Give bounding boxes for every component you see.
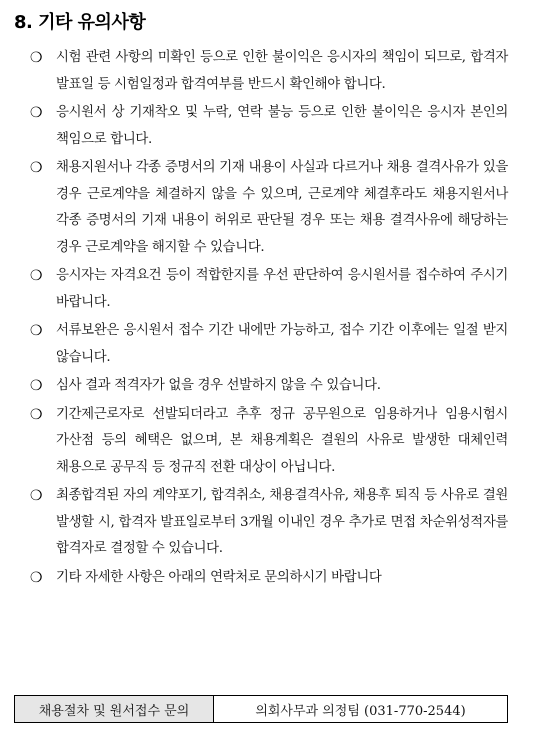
circle-bullet-icon: ❍: [30, 268, 43, 284]
notice-text: 기타 자세한 사항은 아래의 연락처로 문의하시기 바랍니다: [56, 569, 382, 585]
notice-item: [30, 45, 508, 98]
circle-bullet-icon: ❍: [30, 50, 43, 66]
notice-list: [30, 45, 508, 593]
circle-bullet-icon: ❍: [30, 160, 43, 176]
notice-text: 응시자는 자격요건 등이 적합한지를 우선 판단하여 응시원서를 접수하여 주시기 바랍니다.: [56, 268, 508, 310]
contact-value: 의회사무과 의정팀 (031-770-2544): [214, 696, 508, 723]
notice-text: 채용지원서나 각종 증명서의 기재 내용이 사실과 다르거나 채용 결격사유가 있을 경우 근로계약을 체결하지 않을 수 있으며, 근로계약 체결후라도 채용지원서나 각종 증명서의 기재 내용이 허위로 판단될 경우 또는 채용 결격사유에 해당하는 경우 근로계약을 해지할 수 있습니다.: [56, 160, 508, 255]
notice-text: 응시원서 상 기재착오 및 누락, 연락 불능 등으로 인한 불이익은 응시자 본인의 책임으로 합니다.: [56, 105, 508, 147]
notice-item: [30, 402, 508, 482]
notice-item: [30, 155, 508, 261]
notice-item: [30, 318, 508, 371]
notice-item: [30, 565, 508, 592]
notice-item: [30, 100, 508, 153]
notice-text: 기간제근로자로 선발되더라고 추후 정규 공무원으로 임용하거나 임용시험시 가산점 등의 혜택은 없으며, 본 채용계획은 결원의 사유로 발생한 대체인력 채용으로 공무직 등 정규직 전환 대상이 아닙니다.: [56, 406, 508, 475]
notice-text: 최종합격된 자의 계약포기, 합격취소, 채용결격사유, 채용후 퇴직 등 사유로 결원 발생할 시, 합격자 발표일로부터 3개월 이내인 경우 추가로 면접 차순위성적자를 합격자로 결정할 수 있습니다.: [56, 488, 508, 556]
notice-item: [30, 483, 508, 563]
notice-item: [30, 263, 508, 316]
contact-row: [15, 696, 508, 723]
circle-bullet-icon: ❍: [30, 488, 43, 504]
notice-text: 시험 관련 사항의 미확인 등으로 인한 불이익은 응시자의 책임이 되므로, 합격자 발표일 등 시험일정과 합격여부를 반드시 확인해야 합니다.: [56, 50, 508, 92]
section-title: 8. 기타 유의사항: [14, 12, 146, 33]
circle-bullet-icon: ❍: [30, 569, 43, 586]
contact-table: [14, 695, 508, 723]
circle-bullet-icon: ❍: [30, 105, 43, 121]
notice-item: [30, 373, 508, 400]
circle-bullet-icon: ❍: [30, 323, 43, 339]
notice-text: 서류보완은 응시원서 접수 기간 내에만 가능하고, 접수 기간 이후에는 일절 받지 않습니다.: [56, 323, 508, 365]
circle-bullet-icon: ❍: [30, 378, 43, 394]
contact-label: 채용절차 및 원서접수 문의: [15, 696, 214, 723]
circle-bullet-icon: ❍: [30, 406, 43, 423]
notice-text: 심사 결과 적격자가 없을 경우 선발하지 않을 수 있습니다.: [56, 378, 381, 393]
